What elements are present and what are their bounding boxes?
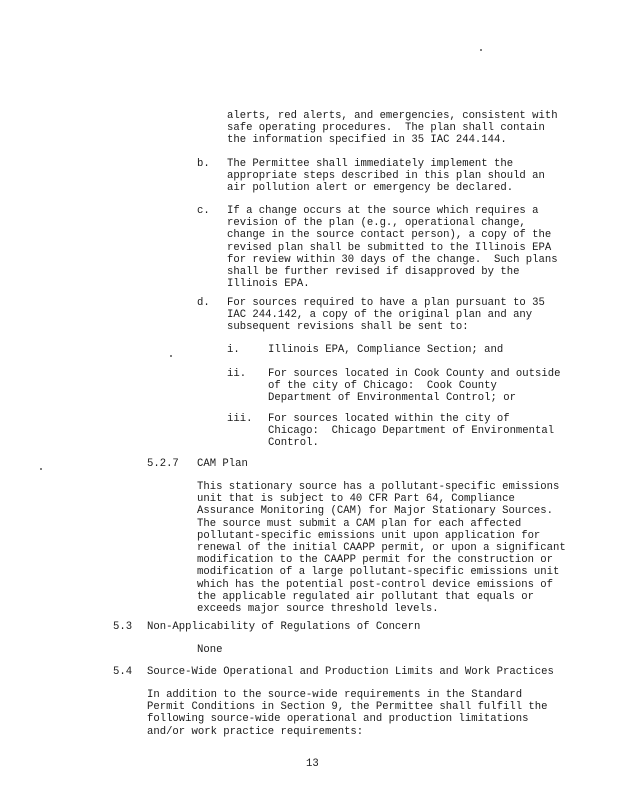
text-line: air pollution alert or emergency be declared.	[227, 182, 514, 195]
subitem-iii-label: iii.	[227, 413, 253, 425]
text-line: revision of the plan (e.g., operational change,	[227, 217, 526, 230]
text-line: modification of a large pollutant-specific emissions unit	[197, 566, 560, 579]
text-line: Illinois EPA, Compliance Section; and	[268, 344, 504, 356]
page-number: 13	[306, 758, 319, 770]
text-line: Permit Conditions in Section 9, the Permittee shall fulfill the	[147, 701, 548, 714]
text-line: pollutant-specific emissions unit upon application for	[197, 529, 541, 542]
text-line: For sources located in Cook County and outside	[268, 368, 561, 380]
text-line: Department of Environmental Control; or	[268, 392, 516, 405]
section-5-4-title: Source-Wide Operational and Production Limits and Work Practices	[147, 666, 554, 678]
text-line: of the city of Chicago: Cook County	[268, 380, 497, 393]
scan-speck	[480, 49, 482, 51]
text-line: safe operating procedures. The plan shall contain	[227, 122, 545, 135]
text-line: For sources located within the city of	[268, 413, 510, 425]
section-5-4-paragraph	[147, 689, 548, 738]
text-line: change in the source contact person), a copy of the	[227, 229, 552, 242]
text-line: revised plan shall be submitted to the Illinois EPA	[227, 241, 552, 254]
text-line: alerts, red alerts, and emergencies, consistent with	[227, 110, 558, 122]
text-line: following source-wide operational and production limitations	[147, 713, 529, 726]
scan-speck	[40, 468, 42, 470]
text-line: For sources required to have a plan pursuant to 35	[227, 297, 545, 309]
subitem-ii-text	[268, 368, 560, 405]
subitem-i-text	[268, 344, 503, 356]
item-b-label: b.	[197, 158, 210, 170]
text-line: shall be further revised if disapproved by the	[227, 266, 520, 279]
section-5-2-7-number: 5.2.7	[147, 458, 179, 470]
text-line: exceeds major source threshold levels.	[197, 603, 439, 616]
text-line: which has the potential post-control device emissions of	[197, 578, 554, 591]
section-5-2-7-title: CAM Plan	[197, 458, 248, 470]
subitem-i-label: i.	[227, 344, 240, 356]
text-line: unit that is subject to 40 CFR Part 64, Compliance	[197, 493, 515, 506]
section-5-3-body: None	[197, 644, 223, 656]
text-line: Chicago: Chicago Department of Environmental	[268, 425, 555, 438]
section-5-3-number: 5.3	[113, 621, 133, 633]
item-c-label: c.	[197, 205, 210, 217]
item-d-label: d.	[197, 297, 210, 309]
item-d-paragraph	[227, 297, 545, 334]
item-c-paragraph	[227, 205, 558, 290]
item-b-paragraph	[227, 158, 545, 195]
continuation-paragraph	[227, 110, 558, 147]
text-line: and/or work practice requirements:	[147, 725, 364, 738]
text-line: Control.	[268, 437, 319, 450]
text-line: Assurance Monitoring (CAM) for Major Stationary Sources.	[197, 505, 554, 518]
text-line: modification to the CAAPP permit for the construction or	[197, 554, 554, 567]
text-line: If a change occurs at the source which requires a	[227, 205, 539, 217]
cam-plan-paragraph	[197, 481, 566, 615]
text-line: appropriate steps described in this plan should an	[227, 170, 545, 183]
text-line: In addition to the source-wide requirements in the Standard	[147, 689, 523, 701]
text-line: This stationary source has a pollutant-specific emissions	[197, 481, 560, 493]
text-line: IAC 244.142, a copy of the original plan and any	[227, 309, 533, 322]
scan-speck	[170, 355, 172, 357]
text-line: the applicable regulated air pollutant that equals or	[197, 590, 534, 603]
text-line: The source must submit a CAM plan for each affected	[197, 517, 522, 530]
section-5-4-number: 5.4	[113, 666, 133, 678]
text-line: the information specified in 35 IAC 244.144.	[227, 134, 507, 147]
text-line: Illinois EPA.	[227, 278, 310, 291]
text-line: renewal of the initial CAAPP permit, or upon a significant	[197, 542, 566, 555]
subitem-iii-text	[268, 413, 554, 450]
text-line: The Permittee shall immediately implement the	[227, 158, 514, 170]
text-line: subsequent revisions shall be sent to:	[227, 321, 469, 334]
subitem-ii-label: ii.	[227, 368, 247, 380]
section-5-3-title: Non-Applicability of Regulations of Concern	[147, 621, 421, 633]
text-line: for review within 30 days of the change. Such plans	[227, 253, 558, 266]
